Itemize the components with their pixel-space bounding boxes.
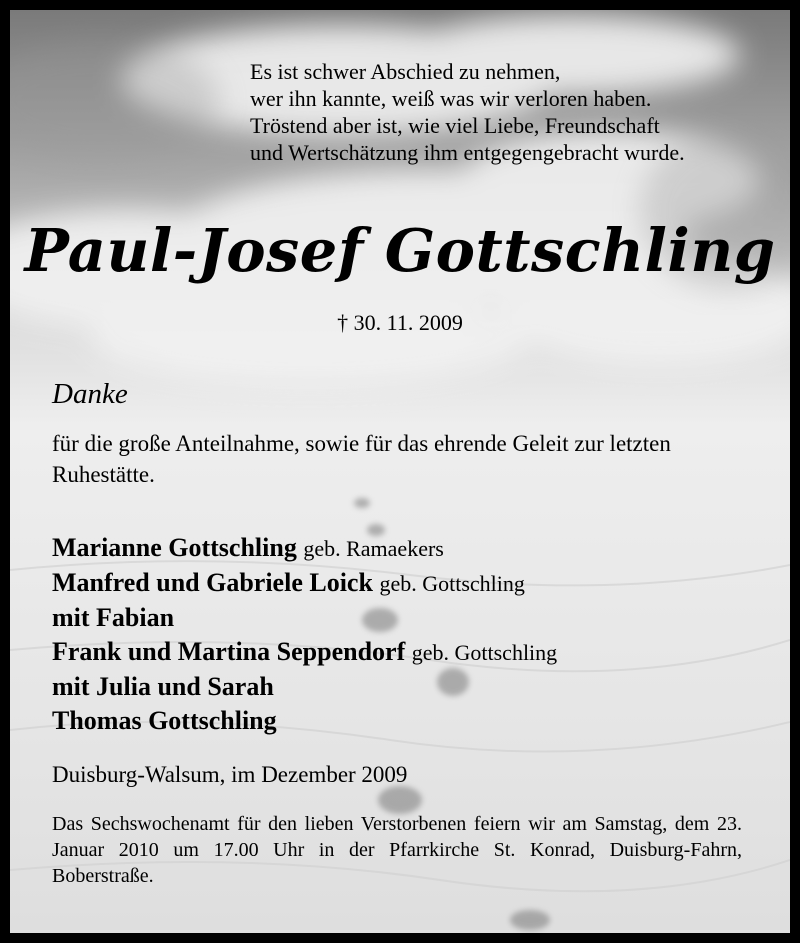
family-member: [52, 531, 772, 566]
poem-line: Tröstend aber ist, wie viel Liebe, Freundschaft: [250, 113, 660, 138]
deceased-name: Paul-Josef Gottschling: [24, 216, 776, 285]
family-member: [52, 566, 772, 601]
member-name: Manfred und Gabriele Loick: [52, 568, 373, 597]
family-member: [52, 601, 772, 635]
member-name: mit Julia und Sarah: [52, 672, 274, 701]
family-member: [52, 704, 772, 738]
poem-line: wer ihn kannte, weiß was wir verloren haben.: [250, 86, 652, 111]
member-name: Frank und Martina Seppendorf: [52, 637, 406, 666]
thanks-text: für die große Anteilnahme, sowie für das ehrende Geleit zur letzten Ruhestätte.: [52, 431, 671, 487]
member-name: Marianne Gottschling: [52, 533, 297, 562]
family-list: [52, 531, 772, 738]
farewell-poem: [250, 58, 770, 166]
death-date: † 30. 11. 2009: [337, 310, 463, 335]
maiden-name: geb. Ramaekers: [303, 536, 444, 561]
service-notice: Das Sechswochenamt für den lieben Verstorbenen feiern wir am Samstag, dem 23. Januar 2010 um 17.00 Uhr in der Pfarrkirche St. Konrad, Duisburg-Fahrn, Boberstraße.: [52, 813, 742, 887]
maiden-name: geb. Gottschling: [379, 571, 525, 596]
place-and-date: Duisburg-Walsum, im Dezember 2009: [52, 762, 408, 787]
thanks-heading: Danke: [52, 378, 128, 410]
family-member: [52, 635, 772, 670]
poem-line: Es ist schwer Abschied zu nehmen,: [250, 59, 561, 84]
member-name: mit Fabian: [52, 603, 175, 632]
poem-line: und Wertschätzung ihm entgegengebracht wurde.: [250, 140, 685, 165]
maiden-name: geb. Gottschling: [411, 640, 558, 665]
family-member: [52, 670, 772, 704]
member-name: Thomas Gottschling: [52, 706, 277, 735]
